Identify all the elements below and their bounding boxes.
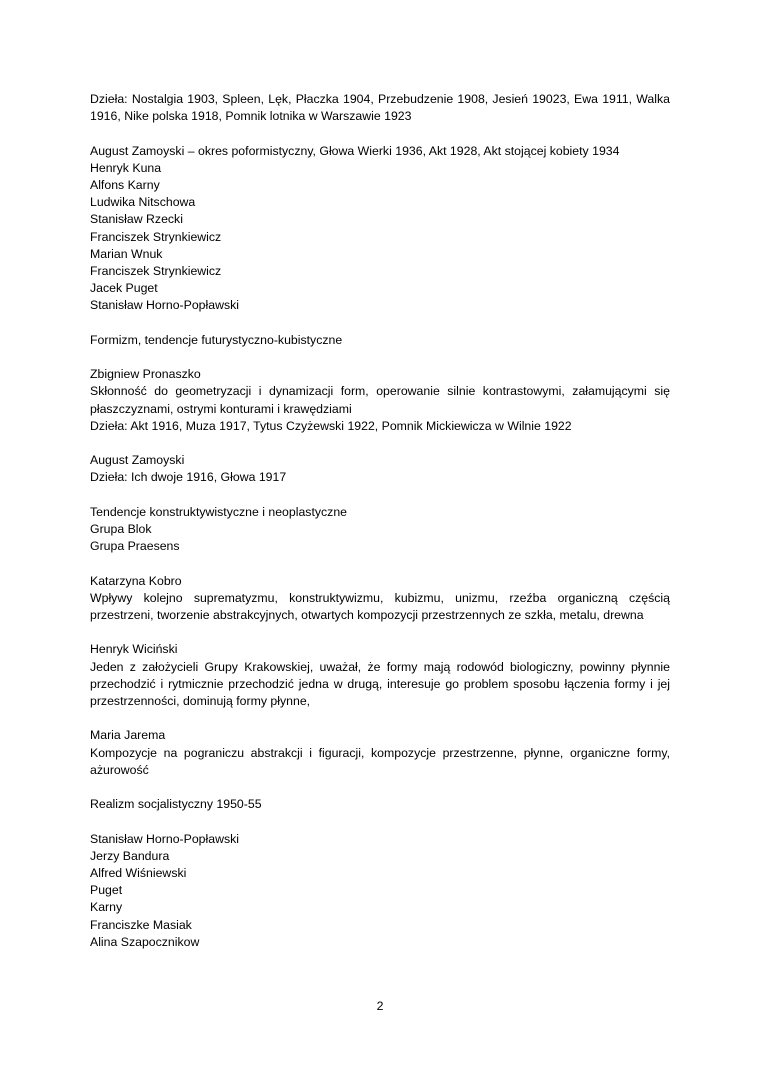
group-name: Grupa Blok <box>90 522 152 536</box>
artist-name: Katarzyna Kobro <box>90 573 182 588</box>
wicinski-section <box>90 641 670 710</box>
artist-name: Karny <box>90 900 123 915</box>
section-heading: Realizm socjalistyczny 1950-55 <box>90 797 262 812</box>
jarema-section <box>90 727 670 779</box>
artist-name: Franciszke Masiak <box>90 917 192 932</box>
artist-works: Dzieła: Ich dwoje 1916, Głowa 1917 <box>90 470 287 485</box>
socrealism-section <box>90 796 670 813</box>
artist-name: Franciszek Strynkiewicz <box>90 229 222 244</box>
constructivism-section <box>90 504 670 556</box>
document-body <box>90 91 670 968</box>
socrealism-artists <box>90 831 670 951</box>
page-number: 2 <box>376 999 384 1013</box>
section-heading: Formizm, tendencje futurystyczno-kubistyczne <box>90 332 343 347</box>
section-heading: Tendencje konstruktywistyczne i neoplastyczne <box>90 504 347 519</box>
artist-name: Jerzy Bandura <box>90 848 170 863</box>
artist-name: Stanisław Horno-Popławski <box>90 831 239 846</box>
artist-name: Puget <box>90 883 123 898</box>
artist-description: Wpływy kolejno suprematyzmu, konstruktywizmu, kubizmu, unizmu, rzeźba organiczną częścią przestrzeni, tworzenie abstrakcyjnych, otwartych kompozycji przestrzennych ze szkła, metalu, drewna <box>90 590 670 622</box>
artist-name: Stanisław Horno-Popławski <box>90 298 239 313</box>
works-text: Dzieła: Nostalgia 1903, Spleen, Lęk, Płaczka 1904, Przebudzenie 1908, Jesień 19023, Ewa 1911, Walka 1916, Nike polska 1918, Pomnik lotnika w Warszawie 1923 <box>90 92 670 124</box>
artist-name: Marian Wnuk <box>90 246 163 261</box>
artist-name: Alfred Wiśniewski <box>90 865 187 880</box>
zamoyski-section <box>90 143 670 315</box>
artist-description: Kompozycje na pograniczu abstrakcji i figuracji, kompozycje przestrzenne, płynne, organiczne formy, ażurowość <box>90 745 670 777</box>
artist-name: Ludwika Nitschowa <box>90 195 196 210</box>
pronaszko-section <box>90 366 670 435</box>
artist-name: Alina Szapocznikow <box>90 934 200 949</box>
artist-name: Zbigniew Pronaszko <box>90 367 201 382</box>
artist-name: Henryk Wiciński <box>90 642 178 657</box>
artist-name: Alfons Karny <box>90 178 160 192</box>
artist-name: Henryk Kuna <box>90 160 162 175</box>
formizm-section <box>90 332 670 349</box>
artist-name: Jacek Puget <box>90 281 158 296</box>
artist-name: Franciszek Strynkiewicz <box>90 264 222 279</box>
artist-name: Maria Jarema <box>90 728 166 743</box>
works-paragraph <box>90 91 670 125</box>
kobro-section <box>90 573 670 625</box>
artist-name: Stanisław Rzecki <box>90 212 183 227</box>
artist-description: Skłonność do geometryzacji i dynamizacji form, operowanie silnie kontrastowymi, załamującymi się płaszczyznami, ostrymi konturami i krawędziami <box>90 384 670 416</box>
zamoyski-works-section <box>90 452 670 486</box>
artist-description: Jeden z założycieli Grupy Krakowskiej, uważał, że formy mają rodowód biologiczny, powinny płynnie przechodzić i rytmicznie przechodzić jedna w drugą, interesuje go problem sposobu łączenia formy i jej przestrzenności, dominują formy płynne, <box>90 659 670 708</box>
artist-name: August Zamoyski <box>90 453 185 468</box>
artist-works: Dzieła: Akt 1916, Muza 1917, Tytus Czyżewski 1922, Pomnik Mickiewicza w Wilnie 1922 <box>90 418 572 433</box>
section-heading: August Zamoyski – okres poformistyczny, Głowa Wierki 1936, Akt 1928, Akt stojącej kobiety 1934 <box>90 143 620 158</box>
group-name: Grupa Praesens <box>90 539 180 554</box>
